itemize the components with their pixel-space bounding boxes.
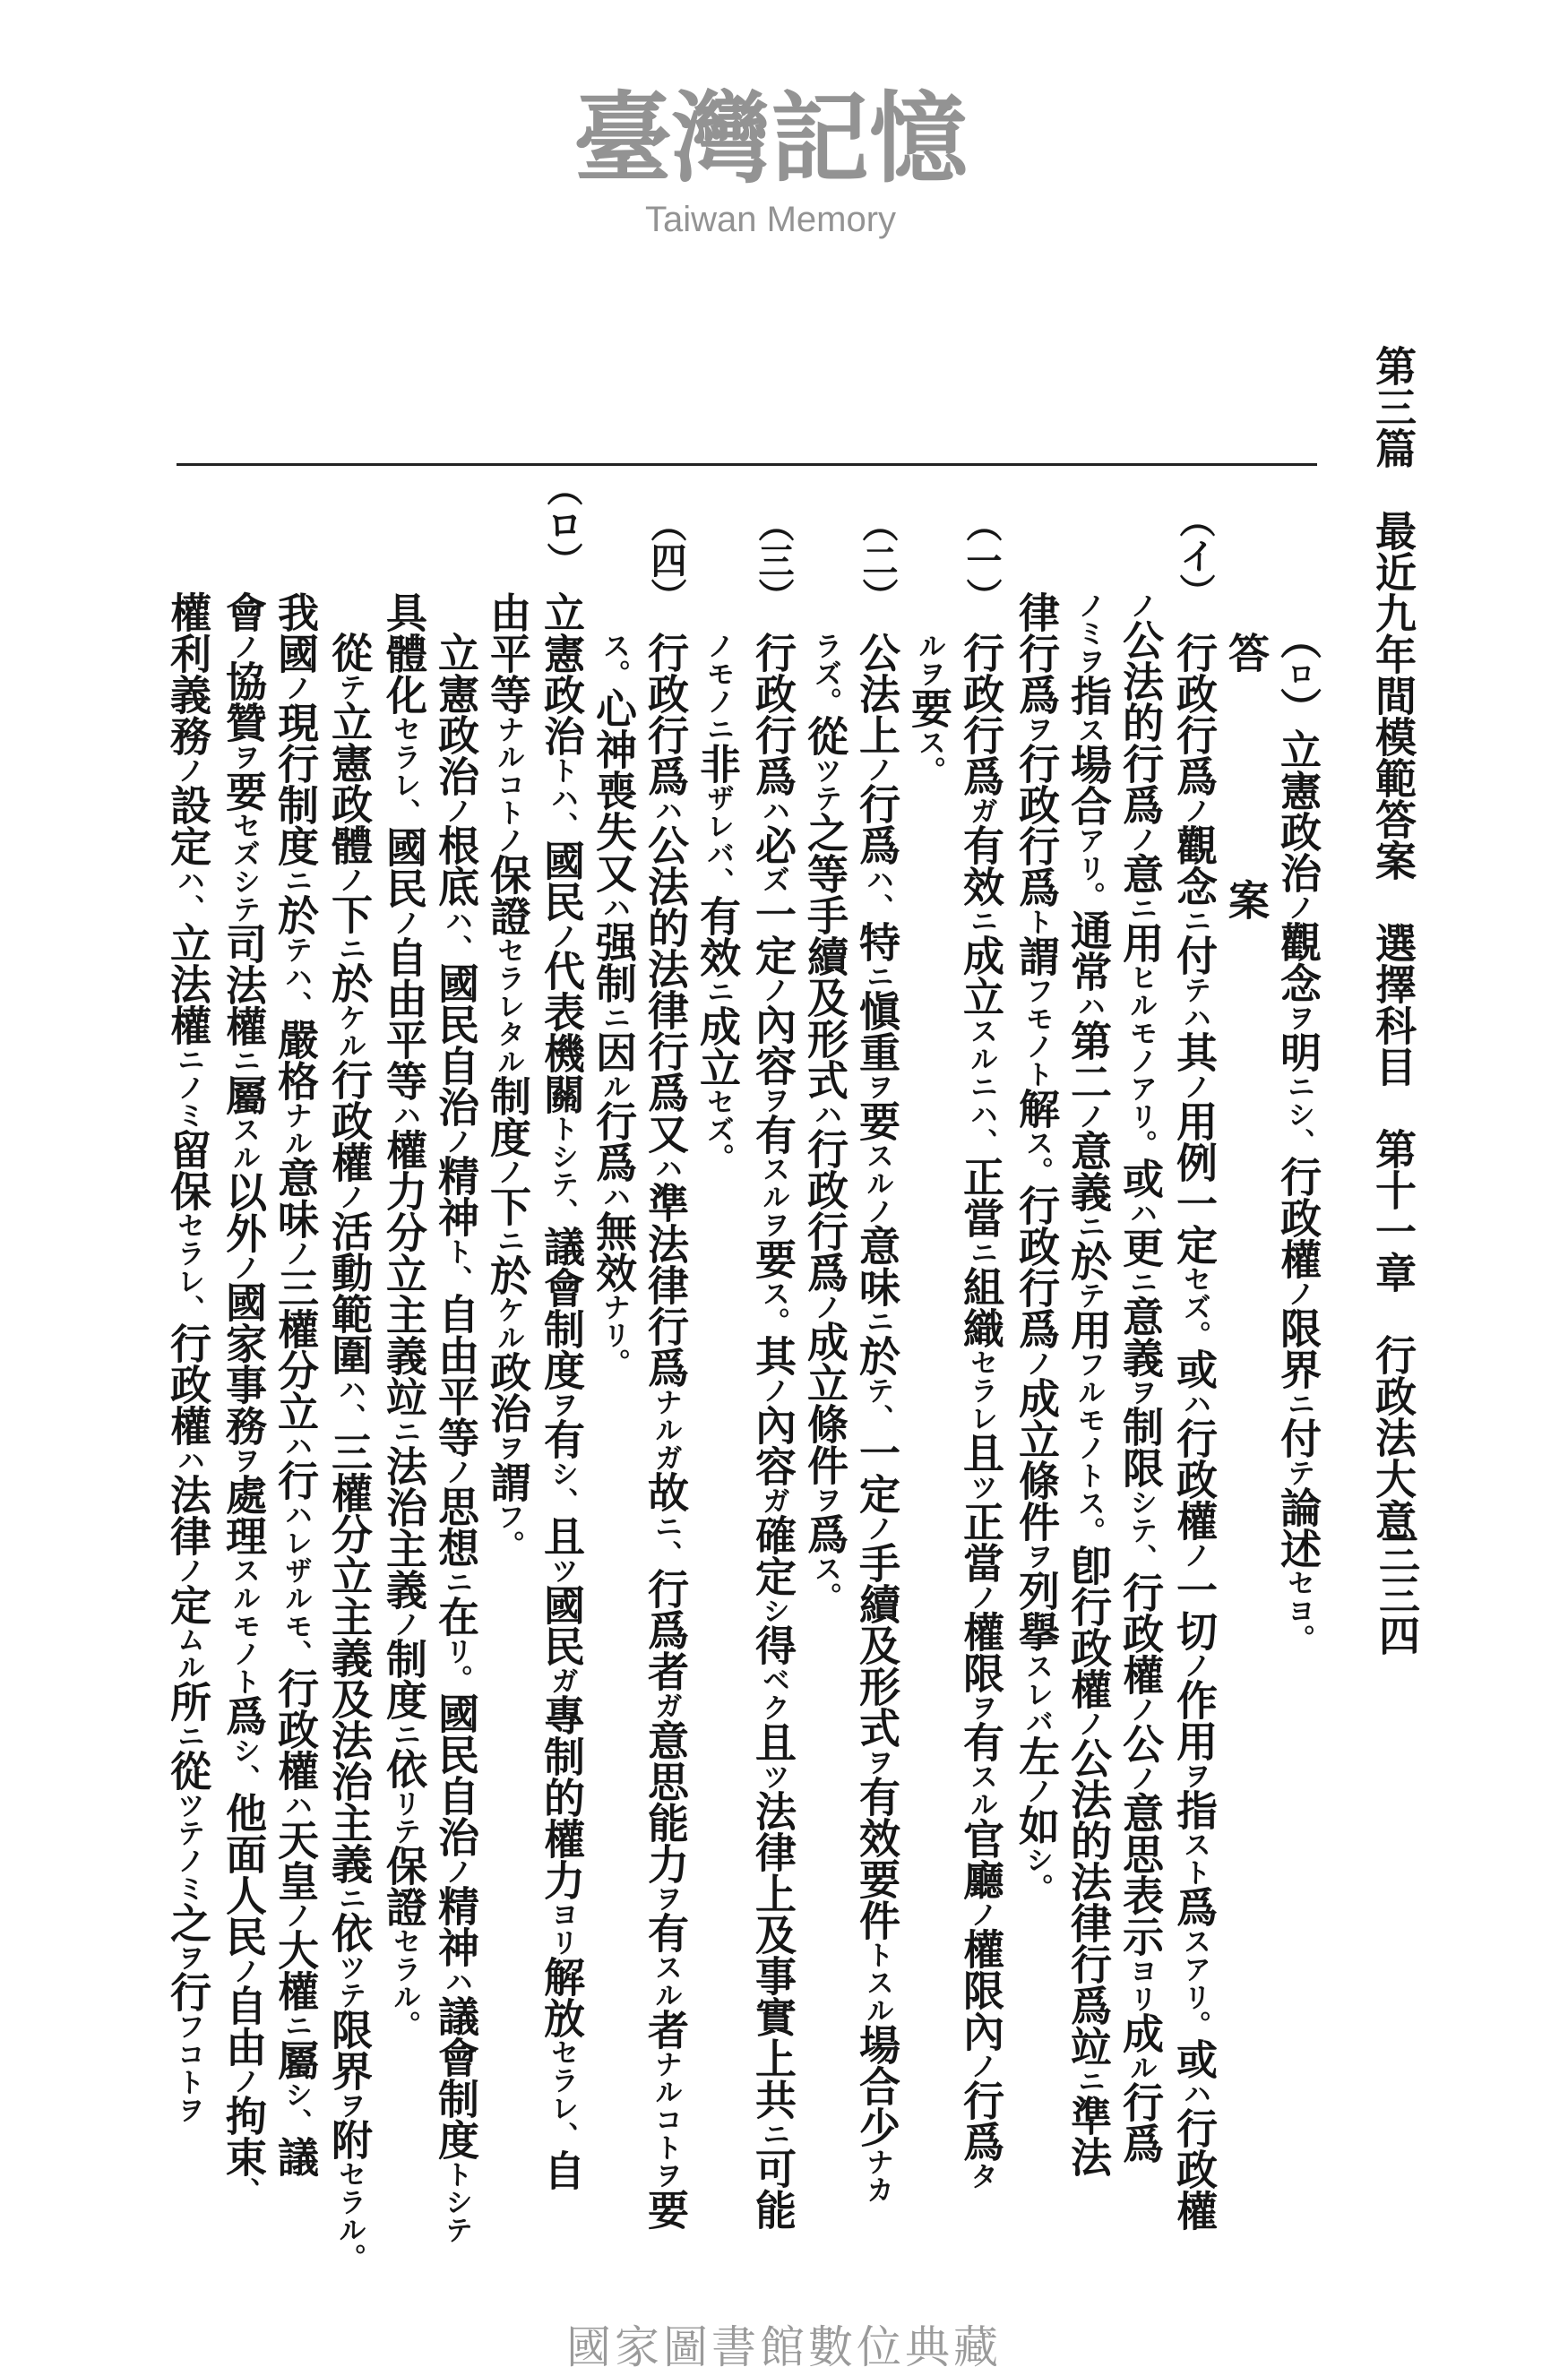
- ro-line: 由平等ナルコトノ保證セラレタル制度ノ下ニ於ケル政治ヲ謂フ。: [484, 591, 532, 1558]
- item-line: 行政行爲ハ公法的法律行爲又ハ準法律行爲ナルガ故ニ、行爲者ガ意思能力ヲ有スル者ナルコトヲ要: [642, 632, 690, 2230]
- running-header: [1367, 345, 1419, 1540]
- ro-line: 從テ立憲政體ノ下ニ於ケル行政權ノ活動範圍ハ、三權分立主義及法治主義ニ依ツテ限界ヲ附セラル。: [325, 632, 374, 2271]
- item-label: （二）: [857, 506, 899, 614]
- header-chapter-title: 行政法大意: [1369, 1334, 1417, 1540]
- header-subject: 選擇科目: [1369, 922, 1417, 1087]
- item-label: （一）: [961, 506, 1003, 614]
- watermark-subtitle: Taiwan Memory: [644, 200, 897, 239]
- header-part: 第三篇: [1369, 345, 1417, 469]
- page-number: 三三四: [1373, 1532, 1421, 1656]
- item-line: 公法上ノ行爲ハ、特ニ愼重ヲ要スルノ意味ニ於テ、一定ノ手續及形式ヲ有效要件トスル場合少ナカ: [853, 632, 901, 2203]
- item-line: ス。心神喪失又ハ强制ニ因ル行爲ハ無效ナリ。: [590, 632, 638, 1376]
- item-label: （三）: [753, 506, 795, 614]
- watermark-logo: [502, 81, 1039, 242]
- ro-line: 權利義務ノ設定ハ、立法權ニノミ留保セラレ、行政權ハ法律ノ定ムル所ニ從ツテノミ之ヲ行フコトヲ: [164, 591, 212, 2123]
- ro-line: 我國ノ現行制度ニ於テハ、嚴格ナル意味ノ三權分立ハ行ハレザルモ、行政權ハ天皇ノ大權ニ屬シ、議: [271, 591, 320, 2177]
- intro-line: ノミヲ指ス場合アリ。通常ハ第二ノ意義ニ於テ用フルモノトス。卽行政權ノ公法的法律行爲竝ニ準法: [1064, 591, 1113, 2177]
- item-label: （四）: [645, 506, 687, 614]
- ro-line: 立憲政治トハ、國民ノ代表機關トシテ、議會制度ヲ有シ、且ツ國民ガ專制的權力ヨリ解放セラレ、自: [538, 591, 586, 2191]
- intro-line: ノ公法的行爲ノ意ニ用ヒルモノアリ。或ハ更ニ意義ヲ制限シテ、行政權ノ公ノ意思表示ヨリ成ル行爲: [1116, 591, 1165, 2164]
- question-text: 立憲政治ノ觀念ヲ明ニシ、行政權ノ限界ニ付テ論述セヨ。: [1274, 728, 1322, 1652]
- footer-collection-label: 國家圖書館數位典藏: [566, 2321, 1002, 2373]
- question-label: （ロ）: [1274, 618, 1322, 728]
- answer-heading: 答 案: [1222, 632, 1271, 920]
- item-line: 行政行爲ハ必ズ一定ノ內容ヲ有スルヲ要ス。其ノ內容ガ確定シ得ベク且ツ法律上及事實上共ニ可能: [749, 632, 797, 2230]
- item-line: ルヲ要ス。: [905, 632, 953, 784]
- item-line: 行政行爲ガ有效ニ成立スルニハ、正當ニ組織セラレ且ツ正當ノ權限ヲ有スル官廳ノ權限內ノ行爲タ: [957, 632, 1005, 2190]
- ro-line: 立憲政治ノ根底ハ、國民自治ノ精神ト、自由平等ノ思想ニ在リ。國民自治ノ精神ハ議會制度トシテ: [432, 632, 480, 2243]
- item-line: ノモノニ非ザレバ、有效ニ成立セズ。: [694, 632, 742, 1171]
- header-chapter: 第十一章: [1369, 1128, 1417, 1293]
- part-ro-label: （ロ）: [541, 470, 583, 578]
- intro-line: 行政行爲ノ觀念ニ付テハ其ノ用例一定セズ。或ハ行政權ノ一切ノ作用ヲ指スト爲スアリ。或ハ行政權: [1170, 632, 1219, 2231]
- item-line: ラズ。從ツテ之等手續及形式ハ行政行爲ノ成立條件ヲ爲ス。: [801, 632, 849, 1610]
- ro-line: 具體化セラレ、國民ノ自由平等ハ權力分立主義竝ニ法治主義ノ制度ニ依リテ保證セラル。: [380, 591, 428, 2038]
- question: [1272, 618, 1324, 1652]
- intro-line: 律行爲ヲ行政行爲ト謂フモノト解ス。行政行爲ノ成立條件ヲ列擧スレバ左ノ如シ。: [1012, 591, 1061, 1901]
- part-i-label: （イ）: [1174, 502, 1216, 609]
- header-book: 最近九年間模範答案: [1369, 510, 1417, 881]
- ro-line: 會ノ協贊ヲ要セズシテ司法權ニ屬スル以外ノ國家事務ヲ處理スルモノト爲シ、他面人民ノ自由ノ拘束、: [220, 591, 268, 2205]
- watermark-title: 臺灣記憶: [573, 81, 968, 196]
- header-rule: [177, 463, 1317, 466]
